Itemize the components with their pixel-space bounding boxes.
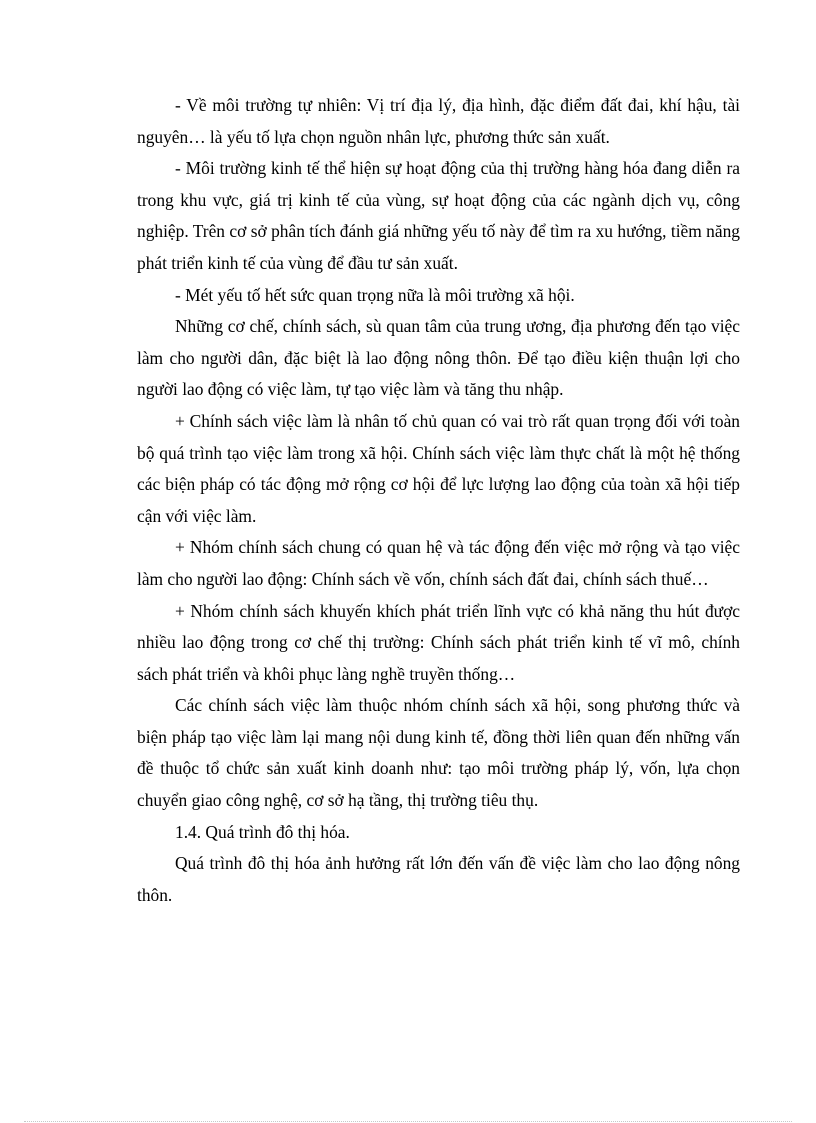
paragraph-social-policy-economics: Các chính sách việc làm thuộc nhóm chính sách xã hội, song phương thức và biện pháp tạo việc làm lại mang nội dung kinh tế, đồng thời liên quan đến những vấn đề thuộc tổ chức sản xuất kinh doanh như: tạo môi trường pháp lý, vốn, lựa chọn chuyển giao công nghệ, cơ sở hạ tầng, thị trường tiêu thụ. bbox=[137, 695, 740, 811]
document-body bbox=[137, 90, 740, 911]
paragraph-mechanisms-policies: Những cơ chế, chính sách, sù quan tâm của trung ương, địa phương đến tạo việc làm cho người dân, đặc biệt là lao động nông thôn. Để tạo điều kiện thuận lợi cho người lao động có việc làm, tự tạo việc làm và tăng thu nhập. bbox=[137, 316, 740, 400]
paragraph-natural-environment: - Về môi trường tự nhiên: Vị trí địa lý, địa hình, đặc điểm đất đai, khí hậu, tài nguyên… là yếu tố lựa chọn nguồn nhân lực, phương thức sản xuất. bbox=[137, 95, 740, 147]
section-heading-urbanization: 1.4. Quá trình đô thị hóa. bbox=[175, 821, 350, 842]
page-bottom-divider bbox=[24, 1121, 792, 1122]
paragraph-incentive-policy-group: + Nhóm chính sách khuyến khích phát triển lĩnh vực có khả năng thu hút được nhiều lao động trong cơ chế thị trường: Chính sách phát triển kinh tế vĩ mô, chính sách phát triển và khôi phục làng nghề truyền thống… bbox=[137, 600, 740, 684]
paragraph-social-environment: - Mét yếu tố hết sức quan trọng nữa là môi trường xã hội. bbox=[175, 284, 575, 305]
paragraph-economic-environment: - Môi trường kinh tế thể hiện sự hoạt động của thị trường hàng hóa đang diễn ra trong khu vực, giá trị kinh tế của vùng, sự hoạt động của các ngành dịch vụ, công nghiệp. Trên cơ sở phân tích đánh giá những yếu tố này để tìm ra xu hướng, tiềm năng phát triển kinh tế của vùng để đầu tư sản xuất. bbox=[137, 158, 740, 273]
paragraph-urbanization-impact: Quá trình đô thị hóa ảnh hưởng rất lớn đến vấn đề việc làm cho lao động nông thôn. bbox=[137, 853, 740, 905]
paragraph-employment-policy: + Chính sách việc làm là nhân tố chủ quan có vai trò rất quan trọng đối với toàn bộ quá trình tạo việc làm trong xã hội. Chính sách việc làm thực chất là một hệ thống các biện pháp có tác động mở rộng cơ hội để lực lượng lao động của toàn xã hội tiếp cận với việc làm. bbox=[137, 410, 740, 526]
paragraph-general-policy-group: + Nhóm chính sách chung có quan hệ và tác động đến việc mở rộng và tạo việc làm cho người lao động: Chính sách về vốn, chính sách đất đai, chính sách thuế… bbox=[137, 537, 740, 589]
